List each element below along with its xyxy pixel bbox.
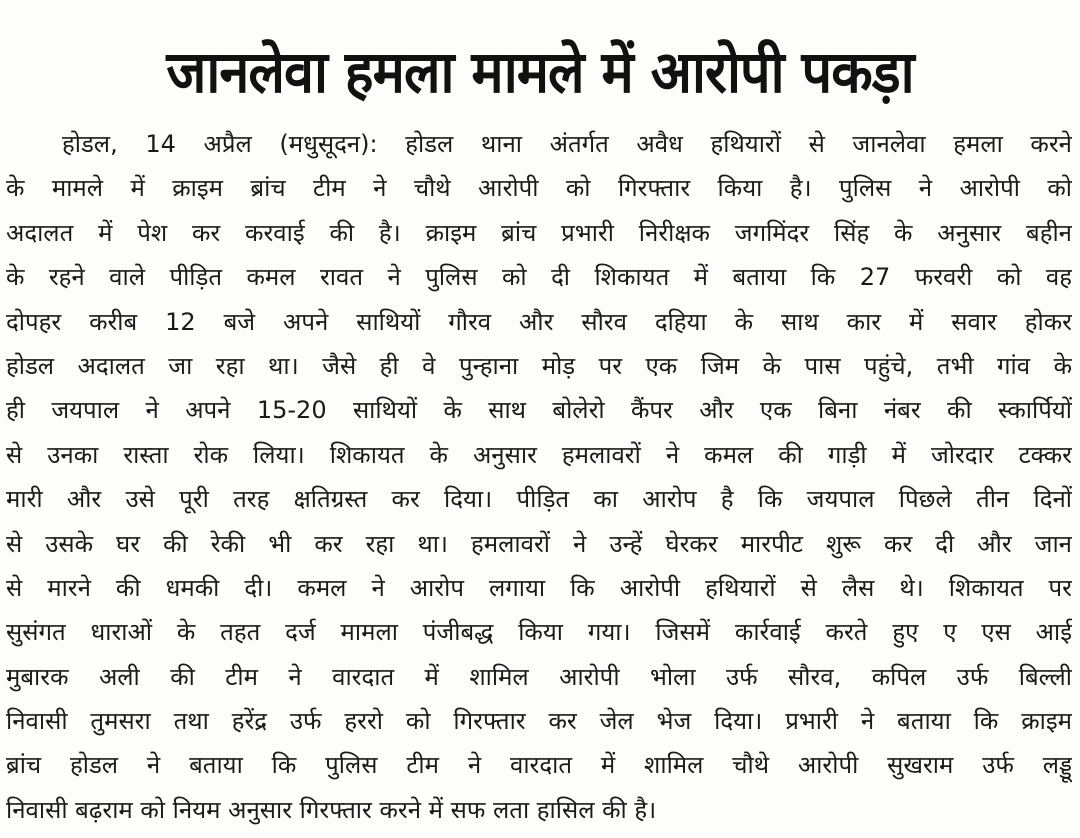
- headline: जानलेवा हमला मामले में आरोपी पकड़ा: [166, 38, 914, 106]
- article-line: के रहने वाले पीड़ित कमल रावत ने पुलिस को दी शिकायत में बताया कि 27 फरवरी को वह: [6, 263, 1072, 292]
- article-line: होडल अदालत जा रहा था। जैसे ही वे पुन्हाना मोड़ पर एक जिम के पास पहुंचे, तभी गांव के: [6, 351, 1072, 380]
- article-line: मारी और उसे पूरी तरह क्षतिग्रस्त कर दिया। पीड़ित का आरोप है कि जयपाल पिछले तीन दिनों: [6, 485, 1072, 514]
- article-line: निवासी तुमसरा तथा हरेंद्र उर्फ हररो को गिरफ्तार कर जेल भेज दिया। प्रभारी ने बताया कि क्राइम: [6, 707, 1072, 736]
- article-line: अदालत में पेश कर करवाई की है। क्राइम ब्रांच प्रभारी निरीक्षक जगमिंदर सिंह के अनुसार बहीन: [6, 218, 1072, 247]
- article-body: [6, 122, 1072, 832]
- article-line: से मारने की धमकी दी। कमल ने आरोप लगाया कि आरोपी हथियारों से लैस थे। शिकायत पर: [6, 573, 1072, 602]
- article-line: ब्रांच होडल ने बताया कि पुलिस टीम ने वारदात में शामिल चौथे आरोपी सुखराम उर्फ लड्डू: [6, 751, 1072, 780]
- article-line: निवासी बढ़राम को नियम अनुसार गिरफ्तार करने में सफ लता हासिल की है।: [6, 795, 657, 824]
- article-line: के मामले में क्राइम ब्रांच टीम ने चौथे आरोपी को गिरफ्तार किया है। पुलिस ने आरोपी को: [6, 174, 1072, 203]
- article-line: दोपहर करीब 12 बजे अपने साथियों गौरव और सौरव दहिया के साथ कार में सवार होकर: [6, 307, 1072, 336]
- article-line: मुबारक अली की टीम ने वारदात में शामिल आरोपी भोला उर्फ सौरव, कपिल उर्फ बिल्ली: [6, 662, 1072, 691]
- article-line: होडल, 14 अप्रैल (मधुसूदन): होडल थाना अंतर्गत अवैध हथियारों से जानलेवा हमला करने: [62, 130, 1072, 158]
- article-line: से उसके घर की रेकी भी कर रहा था। हमलावरों ने उन्हें घेरकर मारपीट शुरू कर दी और जान: [6, 529, 1072, 558]
- article-line: सुसंगत धाराओं के तहत दर्ज मामला पंजीबद्ध किया गया। जिसमें कार्रवाई करते हुए ए एस आई: [6, 618, 1072, 647]
- article-line: से उनका रास्ता रोक लिया। शिकायत के अनुसार हमलावरों ने कमल की गाड़ी में जोरदार टक्कर: [6, 440, 1072, 469]
- article-line: ही जयपाल ने अपने 15-20 साथियों के साथ बोलेरो कैंपर और एक बिना नंबर की स्कार्पियों: [6, 396, 1072, 425]
